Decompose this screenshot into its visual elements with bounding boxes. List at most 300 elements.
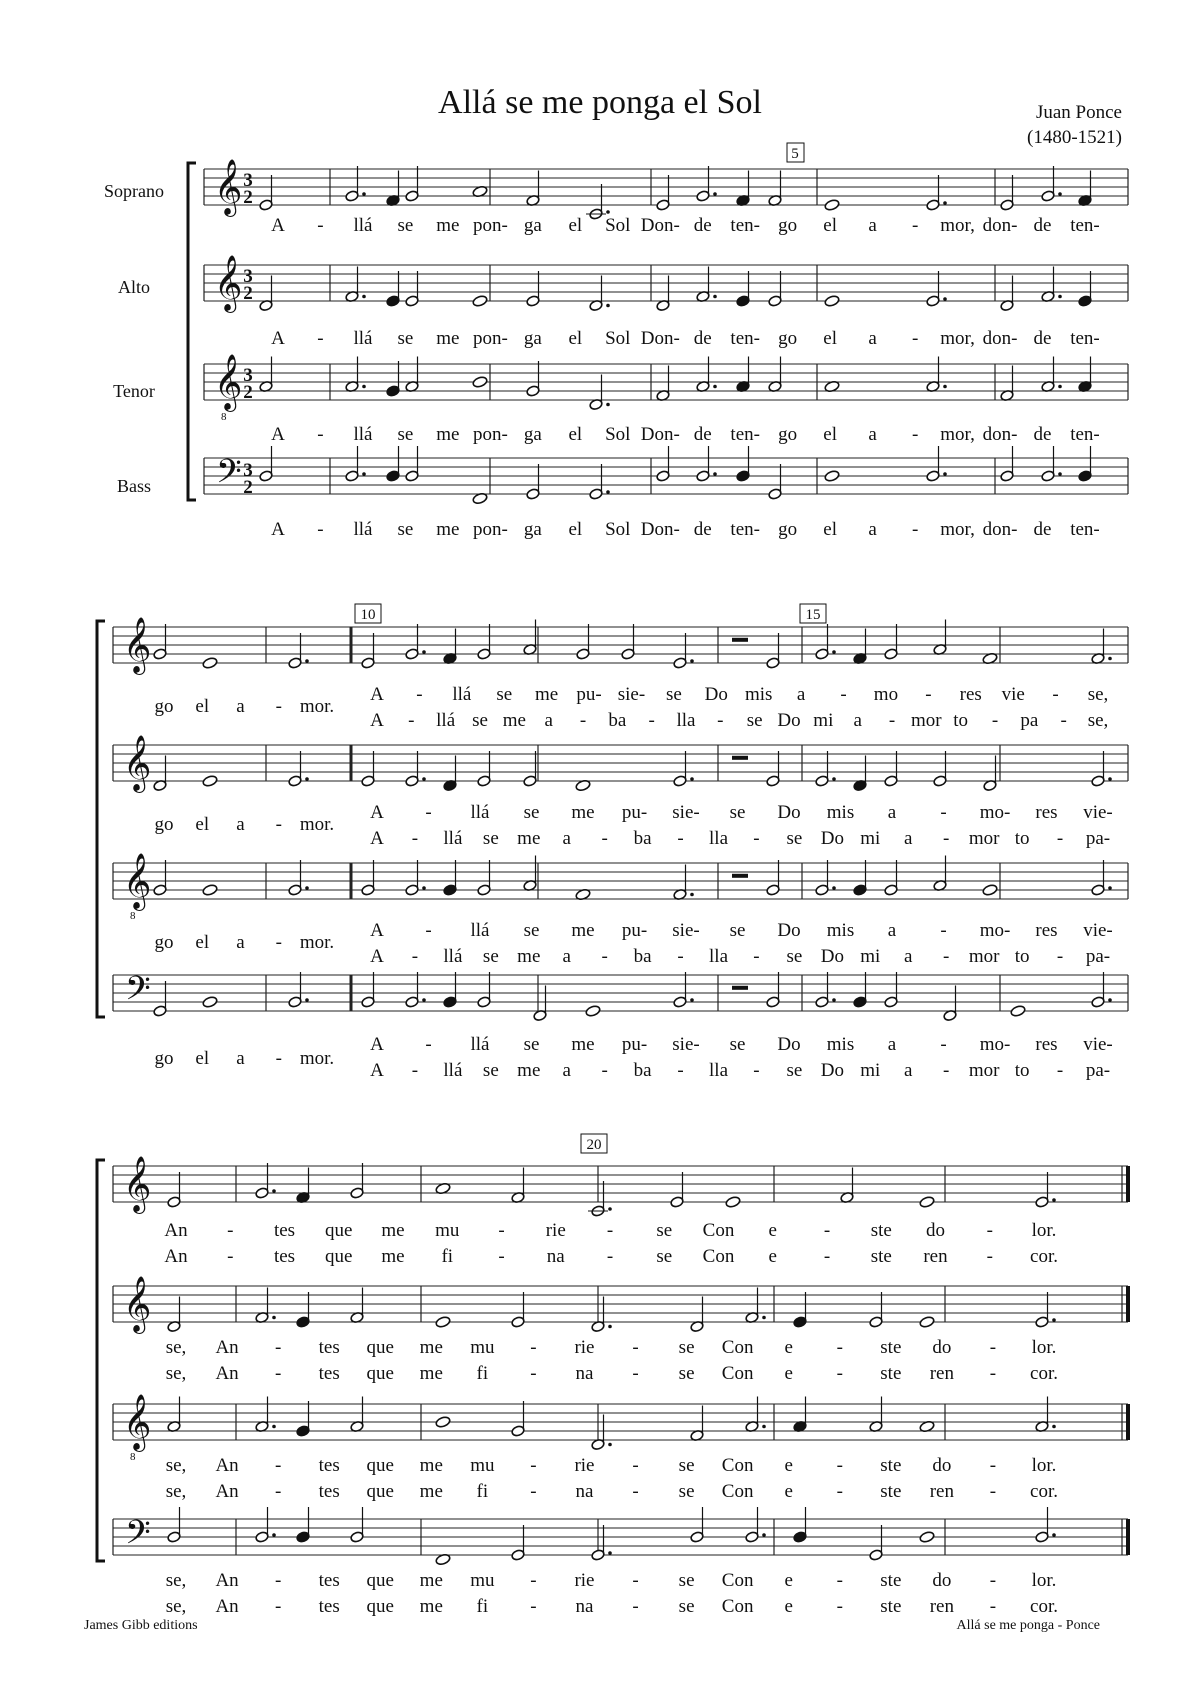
dot (272, 1425, 276, 1429)
time-sig-bottom: 2 (243, 477, 253, 498)
lyric-syllable: se (729, 1034, 746, 1055)
lyric-syllable: a (868, 424, 877, 445)
lyric-syllable: tes (318, 1363, 340, 1384)
lyric-syllable: el (195, 932, 210, 953)
lyric-syllable: que (366, 1337, 394, 1358)
dot (362, 192, 366, 196)
lyric-syllable: - (989, 1481, 997, 1502)
lyric-syllable: - (498, 1246, 505, 1267)
lyric-syllable: mo- (979, 920, 1011, 941)
lyric-syllable: - (530, 1337, 537, 1358)
lyric-syllable: - (632, 1363, 639, 1384)
dot (1108, 777, 1112, 781)
lyric-syllable: A (271, 424, 285, 445)
lyric-syllable: se (397, 519, 414, 540)
lyric-syllable: se (397, 215, 414, 236)
lyric-syllable: mor. (299, 814, 335, 835)
notehead (435, 1316, 451, 1329)
lyric-syllable: - (317, 424, 324, 445)
treble-clef-icon: 𝄞 (123, 737, 152, 790)
dot (943, 472, 947, 476)
lyric-syllable: na (575, 1363, 594, 1384)
lyric-syllable: - (1060, 710, 1067, 731)
system-bracket (188, 163, 196, 500)
lyric-syllable: - (911, 215, 919, 236)
dot (832, 998, 836, 1002)
page-title: Allá se me ponga el Sol (438, 84, 762, 121)
lyric-syllable: res (1035, 920, 1058, 941)
lyric-syllable: A (271, 519, 285, 540)
lyric-syllable: me (517, 828, 541, 849)
lyric-syllable: mor (968, 828, 1000, 849)
dot (832, 777, 836, 781)
rest (732, 756, 748, 760)
lyric-syllable: se (729, 802, 746, 823)
lyric-syllable: Don- (640, 424, 680, 445)
lyric-syllable: me (419, 1596, 443, 1617)
notehead (824, 295, 840, 308)
lyric-syllable: el (568, 328, 583, 349)
footer-publisher: James Gibb editions (84, 1618, 198, 1633)
lyric-syllable: - (1052, 684, 1059, 705)
lyric-syllable: don- (982, 215, 1018, 236)
lyric-syllable: go (154, 814, 174, 835)
lyric-syllable: - (601, 1060, 608, 1081)
lyric-syllable: - (1056, 946, 1064, 967)
lyric-syllable: - (989, 1455, 997, 1476)
lyric-syllable: ste (880, 1337, 902, 1358)
lyric-syllable: - (632, 1570, 639, 1591)
lyric-syllable: - (317, 519, 324, 540)
rest (732, 638, 748, 642)
lyric-syllable: - (579, 710, 587, 731)
lyric-syllable: el (823, 519, 838, 540)
dot (1108, 998, 1112, 1002)
dot (422, 886, 426, 890)
lyric-syllable: se (665, 684, 682, 705)
notehead (919, 1316, 935, 1329)
lyric-syllable: - (677, 1060, 684, 1081)
lyric-syllable: llá (353, 328, 373, 349)
lyric-syllable: mor. (299, 1048, 335, 1069)
lyric-syllable: mor. (299, 932, 335, 953)
voice-label-alto: Alto (117, 277, 151, 297)
lyric-syllable: ba (633, 946, 652, 967)
lyric-syllable: do (932, 1455, 952, 1476)
lyric-syllable: ten- (730, 328, 760, 349)
lyric-syllable: ba (608, 710, 627, 731)
lyric-syllable: - (986, 1220, 993, 1241)
lyric-syllable: se (729, 920, 746, 941)
lyric-syllable: vie- (1083, 802, 1113, 823)
lyric-syllable: - (425, 1034, 432, 1055)
lyric-syllable: el (195, 814, 210, 835)
lyric-syllable: A (271, 215, 285, 236)
lyric-syllable: Con (721, 1363, 754, 1384)
lyric-syllable: ste (870, 1246, 892, 1267)
lyric-syllable: e (784, 1596, 793, 1617)
lyric-syllable: pu- (576, 684, 602, 705)
dot (1052, 1533, 1056, 1537)
lyric-syllable: res (1035, 1034, 1058, 1055)
lyric-syllable: rie (574, 1337, 595, 1358)
lyric-syllable: me (436, 424, 460, 445)
lyric-syllable: a (887, 920, 897, 941)
lyric-syllable: se, (165, 1363, 187, 1384)
lyric-syllable: a (904, 1060, 913, 1081)
lyric-syllable: mor. (299, 696, 335, 717)
lyric-syllable: - (836, 1455, 843, 1476)
lyric-syllable: - (411, 1060, 419, 1081)
lyric-syllable: pon- (472, 424, 508, 445)
lyric-syllable: don- (982, 328, 1018, 349)
dot (713, 385, 717, 389)
lyric-syllable: ste (880, 1481, 902, 1502)
lyric-syllable: sie- (617, 684, 646, 705)
lyric-syllable: mor (968, 946, 1000, 967)
lyric-syllable: Con (721, 1481, 754, 1502)
lyric-syllable: me (436, 519, 460, 540)
lyric-syllable: - (823, 1246, 831, 1267)
lyric-syllable: se, (1087, 684, 1109, 705)
lyric-syllable: - (411, 946, 419, 967)
dot (713, 472, 717, 476)
lyric-syllable: lla (709, 1060, 729, 1081)
lyric-syllable: se (482, 828, 499, 849)
lyric-syllable: mi (860, 946, 881, 967)
lyric-syllable: - (677, 946, 684, 967)
dot (305, 777, 309, 781)
dot (305, 998, 309, 1002)
lyric-syllable: Con (721, 1337, 754, 1358)
lyric-syllable: - (753, 946, 760, 967)
dot (1058, 385, 1062, 389)
lyric-syllable: - (989, 1337, 997, 1358)
lyric-syllable: tes (318, 1337, 340, 1358)
lyric-syllable: do (926, 1220, 945, 1241)
lyric-syllable: llá (470, 802, 490, 823)
dot (1052, 1318, 1056, 1322)
lyric-syllable: - (425, 802, 432, 823)
lyric-syllable: que (366, 1455, 394, 1476)
lyric-syllable: - (274, 1363, 282, 1384)
measure-number: 10 (360, 607, 376, 623)
lyric-syllable: mo- (979, 802, 1011, 823)
lyric-syllable: ste (880, 1363, 902, 1384)
lyric-syllable: e (784, 1481, 793, 1502)
lyric-syllable: do (932, 1570, 952, 1591)
lyric-syllable: na (546, 1246, 565, 1267)
lyric-syllable: ten- (730, 215, 760, 236)
lyric-syllable: a (544, 710, 553, 731)
lyric-syllable: el (823, 328, 838, 349)
voice-label-bass: Bass (116, 476, 152, 496)
lyric-syllable: que (325, 1246, 353, 1267)
octave-mark: 8 (130, 1451, 136, 1463)
lyric-syllable: - (991, 710, 999, 731)
lyric-syllable: - (986, 1246, 993, 1267)
dot (713, 295, 717, 299)
lyric-syllable: me (571, 802, 595, 823)
lyric-syllable: - (601, 946, 608, 967)
lyric-syllable: rie (574, 1455, 595, 1476)
lyric-syllable: - (888, 710, 896, 731)
dot (690, 893, 694, 897)
lyric-syllable: - (925, 684, 932, 705)
notehead (202, 996, 218, 1009)
notehead (435, 1416, 451, 1429)
lyric-syllable: ren (929, 1363, 955, 1384)
lyric-syllable: a (868, 519, 877, 540)
lyric-syllable: pa- (1085, 946, 1111, 967)
notehead (919, 1531, 935, 1544)
lyric-syllable: a (236, 1048, 245, 1069)
lyric-syllable: - (836, 1481, 843, 1502)
dot (272, 1533, 276, 1537)
lyric-syllable: a (887, 1034, 897, 1055)
dot (362, 385, 366, 389)
lyric-syllable: llá (470, 920, 490, 941)
notehead (202, 884, 218, 897)
lyric-syllable: - (840, 684, 847, 705)
lyric-syllable: An (164, 1246, 188, 1267)
lyric-syllable: me (571, 1034, 595, 1055)
lyric-syllable: a (562, 828, 571, 849)
lyric-syllable: Sol (605, 215, 631, 236)
lyric-syllable: - (227, 1220, 234, 1241)
lyric-syllable: tes (318, 1455, 340, 1476)
dot (305, 659, 309, 663)
rest (732, 986, 748, 990)
lyric-syllable: lor. (1031, 1337, 1057, 1358)
lyric-syllable: pa- (1085, 1060, 1111, 1081)
dot (690, 659, 694, 663)
lyric-syllable: me (419, 1363, 443, 1384)
dot (943, 385, 947, 389)
lyric-syllable: An (215, 1481, 239, 1502)
lyric-syllable: - (943, 828, 950, 849)
dot (608, 1325, 612, 1329)
lyric-syllable: - (601, 828, 608, 849)
lyric-syllable: res (1035, 802, 1058, 823)
time-sig-bottom: 2 (243, 283, 253, 304)
lyric-syllable: mor (968, 1060, 1000, 1081)
lyric-syllable: se, (165, 1337, 187, 1358)
lyric-syllable: - (425, 920, 432, 941)
lyric-syllable: go (154, 932, 174, 953)
lyric-syllable: llá (443, 946, 463, 967)
lyric-syllable: - (632, 1337, 639, 1358)
lyric-syllable: - (989, 1570, 997, 1591)
lyric-syllable: don- (982, 424, 1018, 445)
lyric-syllable: cor. (1030, 1481, 1058, 1502)
time-sig-bottom: 2 (243, 382, 253, 403)
lyric-syllable: An (215, 1570, 239, 1591)
lyric-syllable: me (517, 1060, 541, 1081)
lyric-syllable: llá (470, 1034, 490, 1055)
lyric-syllable: na (575, 1481, 594, 1502)
lyric-syllable: a (236, 696, 245, 717)
lyric-syllable: - (677, 828, 684, 849)
lyric-syllable: se (678, 1337, 695, 1358)
lyric-syllable: - (275, 696, 282, 717)
lyric-syllable: tes (318, 1481, 340, 1502)
lyric-syllable: mis (826, 802, 855, 823)
system-bracket (97, 621, 105, 1017)
octave-mark: 8 (130, 910, 136, 922)
dot (943, 297, 947, 301)
lyric-syllable: Don- (640, 328, 680, 349)
lyric-syllable: el (568, 519, 583, 540)
lyric-syllable: me (436, 215, 460, 236)
lyric-syllable: a (904, 828, 913, 849)
lyric-syllable: e (768, 1220, 777, 1241)
lyric-syllable: a (868, 328, 877, 349)
notehead (202, 657, 218, 670)
lyric-syllable: el (568, 424, 583, 445)
lyric-syllable: de (1033, 424, 1052, 445)
lyric-syllable: vie (1001, 684, 1025, 705)
lyric-syllable: que (366, 1481, 394, 1502)
time-sig-bottom: 2 (243, 187, 253, 208)
lyric-syllable: go (778, 519, 798, 540)
lyric-syllable: llá (353, 424, 373, 445)
dot (272, 1189, 276, 1193)
lyric-syllable: Do (777, 710, 801, 731)
lyric-syllable: e (784, 1337, 793, 1358)
lyric-syllable: se, (165, 1570, 187, 1591)
lyric-syllable: Do (777, 1034, 801, 1055)
dot (690, 777, 694, 781)
lyric-syllable: llá (353, 215, 373, 236)
lyric-syllable: mor (911, 710, 942, 731)
lyric-syllable: lla (676, 710, 696, 731)
lyric-syllable: tes (318, 1570, 340, 1591)
lyric-syllable: de (693, 328, 712, 349)
lyric-syllable: mo (873, 684, 899, 705)
lyric-syllable: ten- (1070, 424, 1100, 445)
notehead (725, 1196, 741, 1209)
voice-label-soprano: Soprano (104, 181, 164, 201)
lyric-syllable: A (370, 946, 384, 967)
system-bracket (97, 1160, 105, 1561)
treble-clef-icon: 𝄞 (214, 356, 243, 409)
dot (1052, 1198, 1056, 1202)
lyric-syllable: se (656, 1220, 673, 1241)
lyric-syllable: se (786, 828, 803, 849)
lyric-syllable: se, (165, 1455, 187, 1476)
lyric-syllable: - (911, 328, 919, 349)
lyric-syllable: pu- (621, 1034, 648, 1055)
lyric-syllable: to (953, 710, 969, 731)
treble-clef-icon: 𝄞 (214, 257, 243, 310)
lyric-syllable: se (746, 710, 763, 731)
lyric-syllable: - (317, 328, 324, 349)
dot (422, 777, 426, 781)
lyric-syllable: e (784, 1455, 793, 1476)
lyric-syllable: se, (1087, 710, 1109, 731)
bass-clef-icon: 𝄢 (125, 1514, 151, 1559)
lyric-syllable: a (887, 802, 897, 823)
measure-number: 15 (805, 607, 821, 623)
lyric-syllable: Do (820, 946, 844, 967)
lyric-syllable: pu- (621, 802, 648, 823)
lyric-syllable: ga (523, 519, 542, 540)
lyric-syllable: sie- (672, 920, 700, 941)
lyric-syllable: lor. (1031, 1455, 1057, 1476)
lyric-syllable: ren (929, 1596, 955, 1617)
lyric-syllable: to (1014, 1060, 1030, 1081)
lyric-syllable: - (275, 932, 282, 953)
dot (1058, 192, 1062, 196)
lyric-syllable: A (370, 828, 384, 849)
octave-mark: 8 (221, 411, 227, 423)
lyric-syllable: - (530, 1363, 537, 1384)
lyric-syllable: go (778, 215, 798, 236)
treble-clef-icon: 𝄞 (123, 1278, 152, 1331)
lyric-syllable: mu (470, 1570, 495, 1591)
lyric-syllable: Sol (605, 519, 631, 540)
lyric-syllable: cor. (1030, 1363, 1058, 1384)
lyric-syllable: lla (709, 946, 729, 967)
lyric-syllable: a (236, 932, 245, 953)
lyric-syllable: a (868, 215, 877, 236)
dot (606, 403, 610, 407)
dot (832, 886, 836, 890)
lyric-syllable: to (1014, 828, 1030, 849)
lyric-syllable: se, (165, 1481, 187, 1502)
lyric-syllable: sie- (672, 1034, 700, 1055)
dot (1108, 886, 1112, 890)
dot (362, 295, 366, 299)
dot (305, 886, 309, 890)
dot (1058, 295, 1062, 299)
lyric-syllable: ten- (730, 519, 760, 540)
lyric-syllable: - (1056, 1060, 1064, 1081)
lyric-syllable: - (274, 1337, 282, 1358)
lyric-syllable: An (215, 1455, 239, 1476)
measure-number: 5 (791, 146, 799, 162)
bass-clef-icon: 𝄢 (216, 453, 242, 498)
dot (272, 1316, 276, 1320)
lyric-syllable: mu (435, 1220, 460, 1241)
lyric-syllable: - (632, 1455, 639, 1476)
lyric-syllable: fi (476, 1596, 489, 1617)
lyric-syllable: - (606, 1220, 614, 1241)
lyric-syllable: go (778, 424, 798, 445)
lyric-syllable: - (632, 1596, 639, 1617)
dot (362, 472, 366, 476)
dot (1058, 472, 1062, 476)
lyric-syllable: Don- (640, 519, 680, 540)
lyric-syllable: que (366, 1596, 394, 1617)
lyric-syllable: a (562, 946, 571, 967)
lyric-syllable: llá (353, 519, 373, 540)
lyric-syllable: do (932, 1337, 952, 1358)
time-sig-top: 3 (243, 365, 253, 386)
dot (608, 1207, 612, 1211)
lyric-syllable: mor, (940, 519, 975, 540)
lyric-syllable: Do (777, 802, 801, 823)
lyric-syllable: - (411, 828, 419, 849)
treble-clef-icon: 𝄞 (123, 855, 152, 908)
lyric-syllable: don- (982, 519, 1018, 540)
lyric-syllable: - (717, 710, 724, 731)
lyric-syllable: llá (443, 828, 463, 849)
lyric-syllable: - (940, 802, 947, 823)
lyric-syllable: - (408, 710, 415, 731)
lyric-syllable: rie (574, 1570, 595, 1591)
